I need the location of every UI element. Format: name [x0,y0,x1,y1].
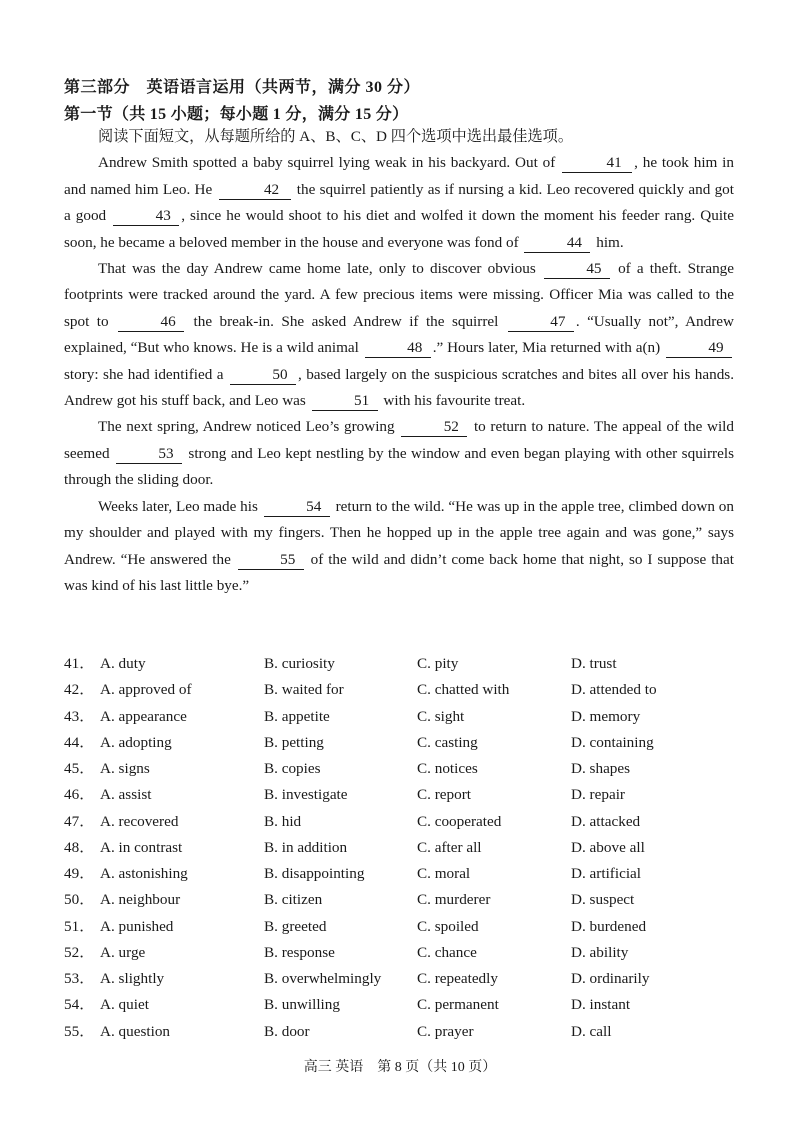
passage-paragraph [64,256,734,414]
question-number: 46． [64,786,95,804]
option-d[interactable]: D. above all [571,838,645,856]
passage-text: The next spring, Andrew noticed Leo’s growing [98,418,400,436]
option-c[interactable]: C. murderer [417,891,491,909]
section-title: 第一节（共 15 小题；每小题 1 分，满分 15 分） [64,106,409,123]
blank-44[interactable]: 44 [524,234,590,253]
blank-43[interactable]: 43 [113,207,179,226]
option-d[interactable]: D. attended to [571,681,657,699]
passage-text: strong and Leo kept nestling by the window and even began playing with other squirrels through the sliding door. [64,444,734,489]
cloze-passage [64,124,734,599]
blank-48[interactable]: 48 [365,339,431,358]
passage-text: him. [592,233,624,251]
passage-paragraph [64,494,734,600]
option-d[interactable]: D. burdened [571,917,647,935]
option-a[interactable]: A. neighbour [100,891,181,909]
option-row [64,940,744,966]
option-c[interactable]: C. sight [417,707,465,725]
question-number: 51． [64,917,95,935]
option-b[interactable]: B. curiosity [264,655,335,672]
blank-53[interactable]: 53 [116,445,182,464]
option-row [64,835,744,861]
option-a[interactable]: A. punished [100,917,174,935]
option-d[interactable]: D. suspect [571,891,635,909]
option-c[interactable]: C. casting [417,733,478,751]
option-b[interactable]: B. copies [264,760,321,777]
instructions: 阅读下面短文，从每题所给的 A、B、C、D 四个选项中选出最佳选项。 [98,128,574,145]
passage-paragraph [64,150,734,256]
option-row [64,992,744,1018]
option-row [64,651,744,677]
option-c[interactable]: C. chatted with [417,681,510,699]
option-row [64,809,744,835]
option-a[interactable]: A. question [100,1022,171,1040]
blank-45[interactable]: 45 [544,260,610,279]
option-a[interactable]: A. appearance [100,707,187,725]
passage-text: of the wild and didn’t come back home that night, so I suppose that was kind of his last little bye.” [64,550,734,594]
option-b[interactable]: B. response [264,943,335,961]
blank-50[interactable]: 50 [230,366,296,385]
option-b[interactable]: B. waited for [264,681,344,699]
option-b[interactable]: B. appetite [264,707,330,725]
option-a[interactable]: A. slightly [100,970,165,987]
option-b[interactable]: B. hid [264,812,302,830]
option-row [64,1019,744,1045]
blank-51[interactable]: 51 [312,392,378,411]
option-row [64,782,744,808]
question-number: 41． [64,655,95,672]
blank-55[interactable]: 55 [238,551,304,570]
option-c[interactable]: C. report [417,786,471,804]
options-list [64,651,744,1045]
question-number: 47． [64,812,95,830]
option-a[interactable]: A. urge [100,943,146,961]
option-d[interactable]: D. trust [571,655,617,672]
part-title: 第三部分 英语语言运用（共两节，满分 30 分） [64,79,421,96]
passage-paragraphs [64,150,734,599]
option-a[interactable]: A. astonishing [100,865,188,882]
passage-text: . “Usually not”, Andrew explained, “But who knows. He is a wild animal [64,312,735,357]
option-d[interactable]: D. call [571,1022,612,1040]
option-d[interactable]: D. repair [571,786,625,804]
option-a[interactable]: A. in contrast [100,838,183,856]
option-row [64,677,744,703]
option-b[interactable]: B. disappointing [264,865,365,882]
question-number: 44． [64,733,95,751]
blank-42[interactable]: 42 [219,181,291,200]
option-c[interactable]: C. cooperated [417,812,502,830]
option-b[interactable]: B. greeted [264,917,327,935]
question-number: 45． [64,760,95,777]
option-row [64,887,744,913]
option-c[interactable]: C. spoiled [417,917,479,935]
option-a[interactable]: A. duty [100,655,146,672]
option-a[interactable]: A. signs [100,760,150,777]
option-c[interactable]: C. permanent [417,996,499,1014]
option-c[interactable]: C. repeatedly [417,970,498,987]
passage-paragraph [64,414,734,493]
option-a[interactable]: A. approved of [100,681,192,699]
passage-text: the break-in. She asked Andrew if the squirrel [186,312,506,330]
option-d[interactable]: D. memory [571,707,641,725]
blank-54[interactable]: 54 [264,498,330,517]
option-d[interactable]: D. artificial [571,865,641,882]
option-b[interactable]: B. overwhelmingly [264,970,382,987]
passage-text: to return to nature. The appeal of the wild seemed [64,418,734,462]
blank-46[interactable]: 46 [118,313,184,332]
blank-47[interactable]: 47 [508,313,574,332]
passage-text: , he took him in and named him Leo. He [64,154,734,198]
question-number: 53． [64,970,95,987]
option-d[interactable]: D. containing [571,733,654,751]
option-d[interactable]: D. ordinarily [571,970,650,987]
option-a[interactable]: A. recovered [100,812,179,830]
passage-text: , based largely on the suspicious scratches and bites all over his hands. Andrew got his stuff back, and Leo was [64,365,734,410]
page-footer: 高三 英语 第 8 页（共 10 页） [303,1060,497,1075]
question-number: 50． [64,891,95,909]
option-a[interactable]: A. adopting [100,733,172,751]
passage-text: Andrew Smith spotted a baby squirrel lying weak in his backyard. Out of [98,154,561,172]
question-number: 52． [64,943,95,961]
question-number: 48． [64,838,95,856]
option-c[interactable]: C. prayer [417,1022,474,1040]
option-row [64,730,744,756]
option-row [64,861,744,887]
option-b[interactable]: B. unwilling [264,996,340,1014]
option-d[interactable]: D. ability [571,943,629,961]
option-b[interactable]: B. citizen [264,891,323,909]
option-a[interactable]: A. assist [100,786,152,804]
blank-52[interactable]: 52 [401,418,467,437]
passage-text: the squirrel patiently as if nursing a kid. Leo recovered quickly and got a good [64,180,734,225]
passage-text: Weeks later, Leo made his [98,497,262,515]
passage-text: That was the day Andrew came home late, only to discover obvious [98,260,542,278]
passage-text: with his favourite treat. [379,392,526,410]
question-number: 43． [64,707,95,725]
option-d[interactable]: D. shapes [571,760,631,777]
option-row [64,756,744,782]
option-c[interactable]: C. moral [417,865,471,882]
option-c[interactable]: C. chance [417,943,477,961]
option-b[interactable]: B. in addition [264,838,348,856]
option-row [64,966,744,992]
option-b[interactable]: B. investigate [264,786,348,804]
question-number: 54． [64,996,95,1014]
question-number: 42． [64,681,95,699]
option-d[interactable]: D. attacked [571,812,641,830]
passage-text: story: she had identified a [64,365,228,383]
blank-41[interactable]: 41 [562,154,632,173]
question-number: 55． [64,1022,95,1040]
option-c[interactable]: C. pity [417,655,459,672]
option-c[interactable]: C. notices [417,760,478,777]
option-c[interactable]: C. after all [417,838,482,856]
passage-text: of a theft. Strange footprints were tracked around the yard. A few precious items were missing. Officer Mia was called to the spot to [64,260,734,330]
option-b[interactable]: B. door [264,1022,310,1040]
option-b[interactable]: B. petting [264,733,324,751]
question-number: 49． [64,865,95,882]
passage-text: return to the wild. “He was up in the apple tree, climbed down on my shoulder and played with my fingers. Then he hopped up in the apple tree again and was gone,” says Andrew. “He answered the [64,497,734,568]
passage-text: .” Hours later, Mia returned with a(n) [432,339,664,357]
option-row [64,704,744,730]
option-d[interactable]: D. instant [571,996,631,1014]
blank-49[interactable]: 49 [666,339,732,358]
passage-text: , since he would shoot to his diet and wolfed it down the moment his feeder rang. Quite soon, he became a beloved member in the house and everyone was fond of [64,207,735,251]
option-row [64,914,744,940]
option-a[interactable]: A. quiet [100,996,149,1014]
